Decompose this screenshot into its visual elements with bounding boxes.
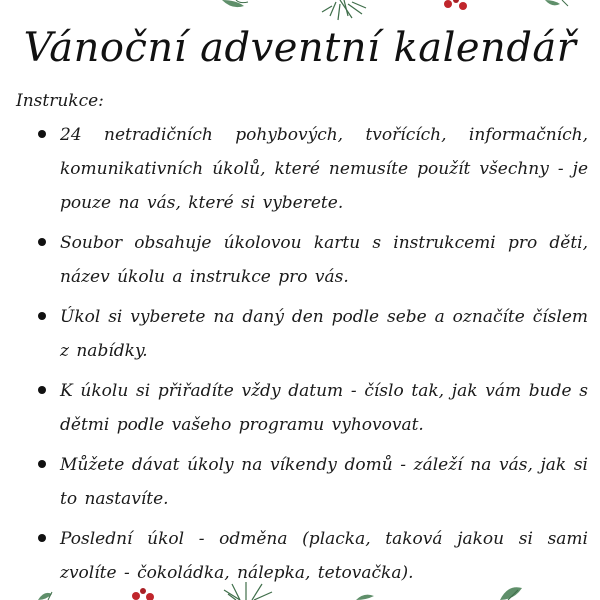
- bullet-icon: [38, 460, 46, 468]
- list-item: [32, 118, 588, 220]
- list-item-text: Úkol si vyberete na daný den podle sebe a označíte číslem z nabídky.: [60, 307, 588, 361]
- bullet-icon: [38, 238, 46, 246]
- page-title: Vánoční adventní kalendář: [23, 25, 577, 71]
- list-item: [32, 300, 588, 368]
- list-item-text: Soubor obsahuje úkolovou kartu s instrukcemi pro děti, název úkolu a instrukce pro vás.: [60, 233, 588, 287]
- bullet-icon: [38, 312, 46, 320]
- top-greenery-icon: [0, 0, 600, 22]
- list-item-text: K úkolu si přiřadíte vždy datum - číslo tak, jak vám bude s dětmi podle vašeho programu vyhovovat.: [60, 381, 588, 435]
- list-item: [32, 226, 588, 294]
- instructions-list: [32, 118, 588, 596]
- list-item-text: Poslední úkol - odměna (placka, taková jakou si sami zvolíte - čokoládka, nálepka, tetovačka).: [60, 529, 588, 583]
- bottom-greenery-icon: [0, 580, 600, 600]
- bottom-decoration-border: [0, 580, 600, 600]
- list-item-text: 24 netradičních pohybových, tvořících, informačních, komunikativních úkolů, které nemusíte použít všechny - je pouze na vás, které si vyberete.: [60, 125, 588, 213]
- top-decoration-border: [0, 0, 600, 22]
- list-item: [32, 374, 588, 442]
- list-item: [32, 448, 588, 516]
- instructions-label: Instrukce:: [16, 91, 104, 111]
- bullet-icon: [38, 386, 46, 394]
- list-item-text: Můžete dávat úkoly na víkendy domů - záleží na vás, jak si to nastavíte.: [60, 455, 588, 509]
- bullet-icon: [38, 130, 46, 138]
- bullet-icon: [38, 534, 46, 542]
